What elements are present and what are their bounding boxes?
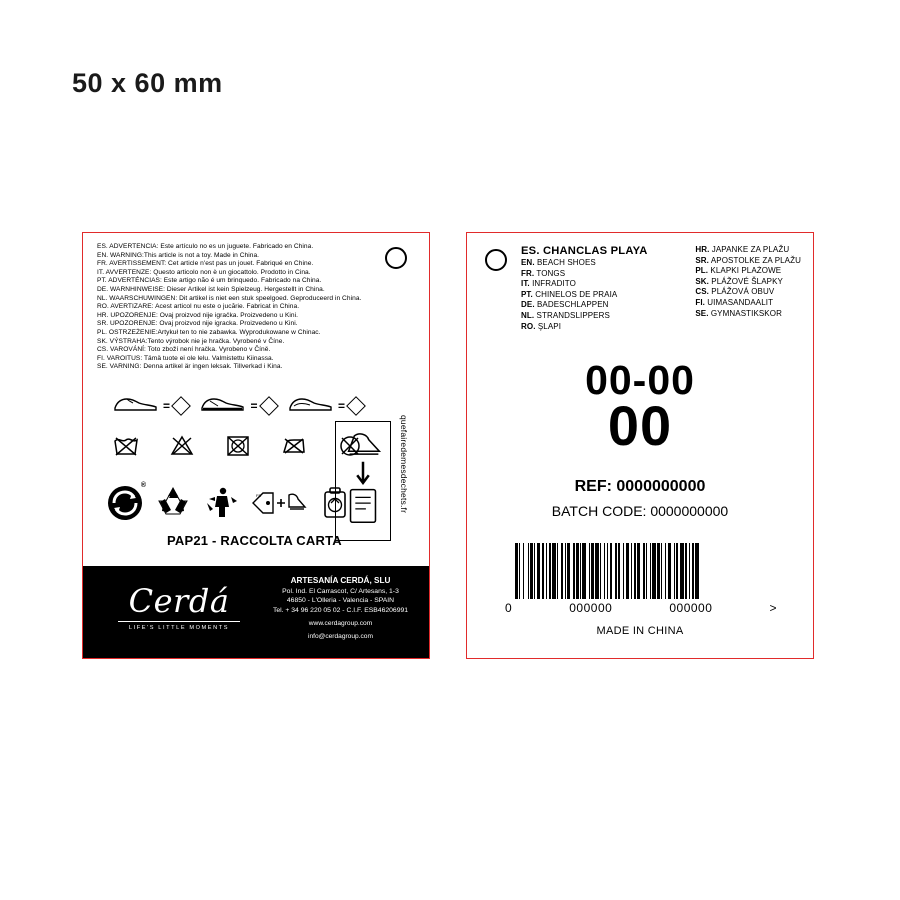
paper-recycling-label: PAP21 - RACCOLTA CARTA [167, 533, 342, 548]
dimensions-label: 50 x 60 mm [72, 68, 223, 98]
lang-code: PL. [695, 266, 709, 276]
product-name-line [695, 245, 801, 256]
size-range: 00-00 [585, 357, 695, 403]
triman-sorting-box [335, 421, 391, 541]
warning-line: HR. UPOZORENJE: Ovaj proizvod nije igračka. Proizvedeno u Kini. [97, 311, 299, 319]
shoe-equation [113, 393, 188, 418]
shoe-lining-icon [288, 393, 334, 418]
product-name-line [521, 311, 648, 322]
product-title-code: ES. [521, 245, 540, 257]
lang-code: CS. [695, 287, 709, 297]
hang-hole-icon [385, 247, 407, 269]
product-name-line [521, 279, 648, 290]
shoe-equation [288, 393, 363, 418]
barcode-group-2: 000000 [669, 601, 713, 615]
warning-text-block [97, 243, 387, 372]
do-not-bleach-icon [169, 433, 195, 459]
barcode-digits [505, 601, 777, 615]
warning-line: SR. UPOZORENJE: Ovaj proizvod nije igracka. Proizvedeno u Kini. [97, 320, 298, 328]
do-not-wash-icon [113, 433, 139, 459]
lang-name: UIMASANDAALIT [707, 297, 774, 307]
barcode-left-digit: 0 [505, 601, 513, 615]
lang-name: APOSTOLKE ZA PLAŽU [710, 255, 801, 265]
product-name-translations [521, 245, 801, 332]
company-block [258, 576, 423, 642]
warning-line: ES. ADVERTENCIA: Este artículo no es un juguete. Fabricado en China. [97, 243, 314, 250]
warning-line: DE. WARNHINWEISE: Dieser Artikel ist kein Spielzeug. Hergestellt in China. [97, 285, 325, 293]
company-address-line: Pol. Ind. El Carrascot, C/ Artesans, 1-3 [282, 588, 399, 595]
warning-line: RO. AVERTIZARE: Acest articol nu este o jucărie. Fabricat in China. [97, 303, 300, 311]
product-title [521, 245, 648, 257]
warning-line: IT. AVVERTENZE: Questo articolo non è un giocattolo. Prodotto in Cina. [97, 268, 311, 276]
warning-line: PT. ADVERTÉNCIAS: Este artigo não é um brinquedo. Fabricado na China. [97, 277, 322, 285]
brand-divider [118, 621, 240, 622]
product-names-column-right [695, 245, 801, 332]
lang-code: FI. [695, 297, 705, 307]
right-label-card [466, 232, 814, 659]
warning-line: EN. WARNING:This article is not a toy. Made in China. [97, 251, 260, 259]
lang-code: HR. [695, 245, 710, 254]
lang-code: EN. [521, 258, 535, 267]
care-symbols-row [113, 433, 363, 459]
product-name-line [521, 258, 648, 269]
product-names-column-left [521, 245, 648, 332]
lang-name: TONGS [536, 268, 566, 278]
reference-code: REF: 0000000000 [574, 478, 706, 495]
brand-tagline: LIFE'S LITTLE MOMENTS [128, 625, 230, 631]
product-name-line [695, 256, 801, 267]
brand-block [109, 584, 249, 631]
do-not-iron-icon [281, 433, 307, 459]
warning-line: SK. VÝSTRAHA:Tento výrobok nie je hračka. Vyrobené v Číne. [97, 337, 285, 345]
lang-code: RO. [521, 321, 536, 331]
warning-line: FI. VAROITUS: Tämä tuote ei ole lelu. Valmistettu Kiinassa. [97, 354, 274, 362]
company-address-line: 46850 - L'Olleria - Valencia - SPAIN [286, 597, 395, 605]
tag-plus-hanger-icon [249, 483, 307, 523]
product-name-line [695, 287, 801, 298]
company-name: ARTESANÍA CERDÁ, SLU [290, 576, 391, 585]
lang-name: JAPANKE ZA PLAŽU [711, 245, 790, 254]
barcode-group-1: 000000 [569, 601, 613, 615]
lang-name: CHINELOS DE PRAIA [535, 289, 618, 299]
barcode [515, 543, 767, 599]
shoe-sole-icon [200, 393, 246, 418]
tidyman-icon [201, 483, 241, 523]
lang-name: BEACH SHOES [536, 258, 596, 267]
label-footer [83, 566, 429, 658]
mobius-loop-icon [153, 483, 193, 523]
product-name-line [521, 300, 648, 311]
product-name-line [521, 269, 648, 280]
lang-name: BADESCHLAPPEN [536, 300, 609, 310]
left-label-card [82, 232, 430, 659]
brand-name: Cerdá [128, 582, 230, 620]
lang-name: STRANDSLIPPERS [536, 310, 610, 320]
lang-name: KLAPKI PLAŻOWE [710, 266, 782, 276]
product-title-name: CHANCLAS PLAYA [542, 245, 648, 257]
product-name-line [521, 322, 648, 333]
diamond-icon [259, 396, 279, 416]
product-name-line [695, 277, 801, 288]
lang-code: IT. [521, 279, 530, 289]
lang-name: GYMNASTIKSKOR [710, 308, 782, 318]
product-name-line [521, 290, 648, 301]
company-address-line: Tel. + 34 96 220 05 02 - C.I.F. ESB46206991 [272, 606, 409, 614]
batch-code: BATCH CODE: 0000000000 [551, 503, 729, 519]
lang-name: PLÁŽOVÁ OBUV [711, 287, 775, 297]
shoe-material-row [113, 393, 363, 418]
lang-name: ŞLAPI [537, 321, 562, 331]
svg-text:FR: FR [256, 493, 262, 498]
equals-sign: = [163, 398, 171, 413]
product-name-line [695, 309, 801, 320]
green-dot-icon: ® [105, 483, 145, 523]
lang-name: INFRADITO [532, 279, 576, 289]
product-name-line [695, 266, 801, 277]
product-name-line [695, 298, 801, 309]
warning-line: FR. AVERTISSEMENT: Cet article n'est pas un jouet. Fabriqué en Chine. [97, 260, 314, 268]
warning-line: PL. OSTRZEŻENIE:Artykuł ten to nie zabawka. Wyprodukowane w Chinac. [97, 328, 321, 336]
made-in-label: MADE IN CHINA [596, 625, 684, 637]
company-email[interactable]: info@cerdagroup.com [308, 633, 373, 641]
warning-line: CS. VAROVÁNÍ: Toto zboží není hračka. Vyrobeno v Číně. [97, 346, 271, 354]
diamond-icon [346, 396, 366, 416]
lang-code: SE. [695, 308, 709, 318]
warning-line: SE. VARNING: Denna artikel är ingen leksak. Tillverkad i Kina. [97, 363, 283, 371]
do-not-tumble-dry-icon [225, 433, 251, 459]
lang-name: PLÁŽOVÉ ŠLAPKY [711, 276, 783, 286]
equals-sign: = [337, 398, 345, 413]
equals-sign: = [250, 398, 258, 413]
lang-code: DE. [521, 300, 535, 310]
lang-code: PT. [521, 289, 533, 299]
lang-code: SR. [695, 255, 709, 265]
lang-code: FR. [521, 268, 535, 278]
size-value: 00 [607, 394, 673, 457]
diamond-icon [171, 396, 191, 416]
hang-hole-icon [485, 249, 507, 271]
lang-code: SK. [695, 276, 709, 286]
lang-code: NL. [521, 310, 535, 320]
shoe-side-icon [113, 393, 159, 418]
shoe-equation [200, 393, 275, 418]
company-website[interactable]: www.cerdagroup.com [308, 620, 373, 628]
barcode-right-digit: > [769, 601, 777, 615]
triman-url-label: quefairedemesdechets.fr [399, 415, 409, 514]
warning-line: NL. WAARSCHUWINGEN: Dit artikel is niet een stuk speelgoed. Geproduceerd in China. [97, 294, 362, 302]
